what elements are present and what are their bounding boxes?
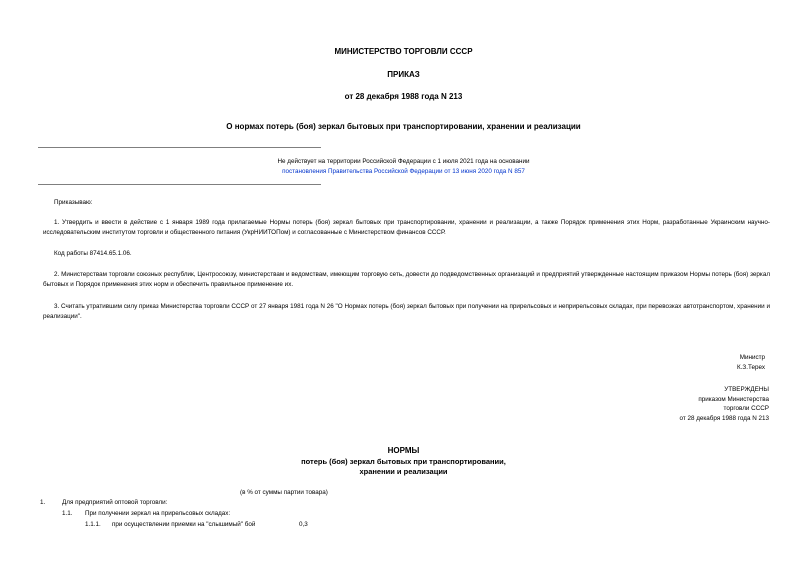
work-code: Код работы 87414.65.1.06. xyxy=(54,250,132,257)
paragraph-1 xyxy=(43,218,770,237)
ministry-heading: МИНИСТЕРСТВО ТОРГОВЛИ СССР xyxy=(334,47,473,56)
norms-row-1-num: 1. xyxy=(40,499,46,506)
notice-top-rule xyxy=(38,147,321,148)
status-notice-link[interactable]: постановления Правительства Российской Федерации от 13 июня 2020 года N 857 xyxy=(282,168,525,175)
paragraph-1-text: 1. Утвердить и ввести в действие с 1 января 1989 года прилагаемые Нормы потерь (боя) зеркал бытовых при транспортировании, хранении и реализации, а также Порядок применения этих Норм, разработанные Украинским научно-исследовательским институтом торговли и общественного питания (УкрНИИТОПом) и согласованные с Министерством финансов СССР. xyxy=(43,219,770,236)
date-number-heading: от 28 декабря 1988 года N 213 xyxy=(344,92,463,101)
notice-bottom-rule xyxy=(38,184,321,185)
signature-block xyxy=(737,353,765,372)
approval-line-4: от 28 декабря 1988 года N 213 xyxy=(679,414,769,422)
approval-block xyxy=(679,385,769,423)
paragraph-3 xyxy=(43,302,770,321)
paragraph-2 xyxy=(43,270,770,289)
status-notice-text: Не действует на территории Российской Федерации с 1 июля 2021 года на основании xyxy=(277,158,530,165)
norms-row-2-text: При получении зеркал на прирельсовых складах: xyxy=(85,510,231,517)
signature-position: Министр xyxy=(739,354,765,361)
signature-name: К.З.Терех xyxy=(737,363,765,371)
approval-line-3: торговли СССР xyxy=(723,405,769,412)
paragraph-2-text: 2. Министерствам торговли союзных республик, Центросоюзу, министерствам и ведомствам, имеющим торговую сеть, довести до подведомственных организаций и предприятий утвержденные настоящим приказом Нормы потерь (боя) зеркал бытовых и Порядок применения этих норм и обеспечить правильное применение их. xyxy=(43,271,770,288)
norms-row-2-num: 1.1. xyxy=(62,510,73,517)
norms-row-1-text: Для предприятий оптовой торговли: xyxy=(62,499,168,506)
doc-type-heading: ПРИКАЗ xyxy=(387,70,420,79)
norms-subtitle-2: хранении и реализации xyxy=(359,467,448,476)
approval-line-1: УТВЕРЖДЕНЫ xyxy=(724,386,769,393)
norms-title: НОРМЫ xyxy=(387,446,420,455)
norms-unit: (в % от суммы партии товара) xyxy=(240,489,328,496)
subject-heading: О нормах потерь (боя) зеркал бытовых при транспортировании, хранении и реализации xyxy=(226,122,581,131)
norms-row-3-num: 1.1.1. xyxy=(85,521,101,528)
norms-row-3-text: при осуществлении приемки на "слышимый" бой xyxy=(112,521,256,528)
norms-row-3-value: 0,3 xyxy=(299,521,308,528)
approval-line-2: приказом Министерства xyxy=(698,395,769,403)
order-word: Приказываю: xyxy=(54,199,93,206)
paragraph-3-text: 3. Считать утратившим силу приказ Министерства торговли СССР от 27 января 1981 года N 26 "О Нормах потерь (боя) зеркал бытовых при получении на прирельсовых и неприрельсовых складах, при перевозках автотранспортом, хранении и реализации". xyxy=(43,303,770,320)
norms-subtitle-1: потерь (боя) зеркал бытовых при транспортировании, xyxy=(301,457,506,466)
